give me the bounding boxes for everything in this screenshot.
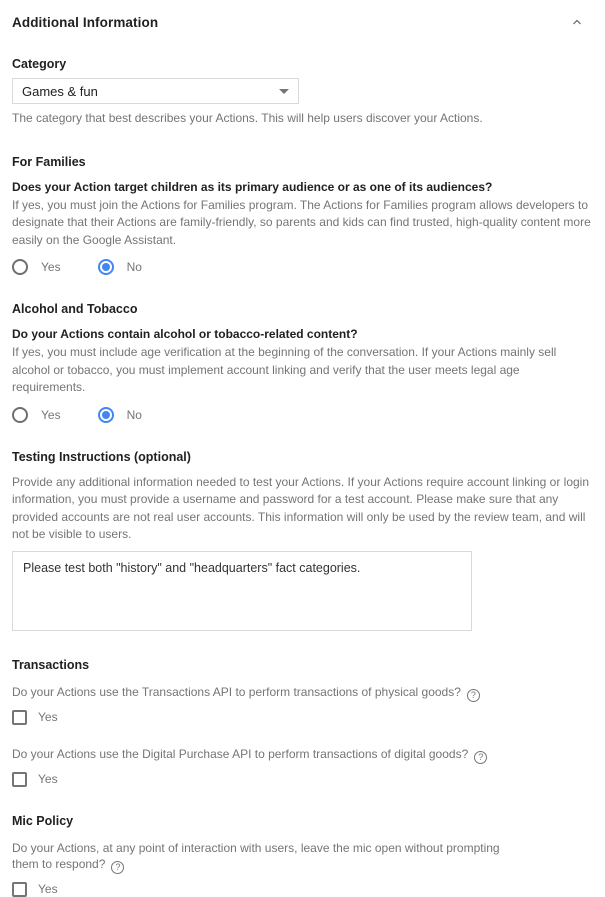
category-field xyxy=(12,57,593,128)
for-families-yes-radio[interactable] xyxy=(12,259,61,275)
radio-selected-icon xyxy=(98,407,114,423)
radio-option-label: Yes xyxy=(41,407,61,422)
alcohol-tobacco-helper-text: If yes, you must include age verification at the beginning of the conversation. If your Actions mainly sell alcohol or tobacco, you must implement account linking and verify that the user meets legal age requirements. xyxy=(12,345,557,394)
alcohol-tobacco-yes-radio[interactable] xyxy=(12,407,61,423)
alcohol-tobacco-section xyxy=(12,302,593,423)
checkbox-unchecked-icon[interactable] xyxy=(12,710,27,725)
for-families-section xyxy=(12,155,593,276)
transactions-title: Transactions xyxy=(12,657,90,672)
dropdown-arrow-icon xyxy=(279,89,289,94)
category-select[interactable] xyxy=(12,78,299,104)
transactions-digital-question: Do your Actions use the Digital Purchase API to perform transactions of digital goods?? xyxy=(12,746,593,764)
testing-instructions-helper-text: Provide any additional information needed to test your Actions. If your Actions require account linking or login information, you must provide a username and password for a test account. Please make sure that any provided accounts are not real user accounts. This information will only be used by the review team, and will not be visible to users. xyxy=(12,474,590,541)
testing-instructions-input[interactable] xyxy=(12,551,472,631)
radio-option-label: No xyxy=(126,407,142,422)
category-selected-value: Games & fun xyxy=(22,83,98,99)
mic-policy-question: Do your Actions, at any point of interaction with users, leave the mic open without prompting them to respond?? xyxy=(12,840,514,874)
mic-policy-section xyxy=(12,814,593,897)
checkbox-label: Yes xyxy=(38,710,58,724)
alcohol-tobacco-radio-group xyxy=(12,407,593,423)
transactions-physical-checkbox-row[interactable] xyxy=(12,710,593,725)
collapse-section-button[interactable] xyxy=(569,15,585,29)
help-icon[interactable] xyxy=(111,861,124,874)
mic-policy-checkbox-row[interactable] xyxy=(12,882,593,897)
for-families-radio-group xyxy=(12,259,593,275)
transactions-section xyxy=(12,658,593,787)
testing-instructions-title: Testing Instructions (optional) xyxy=(12,449,191,464)
for-families-title: For Families xyxy=(12,154,86,169)
checkbox-label: Yes xyxy=(38,882,58,896)
checkbox-unchecked-icon[interactable] xyxy=(12,882,27,897)
radio-option-label: No xyxy=(126,260,142,274)
for-families-helper-text: If yes, you must join the Actions for Families program. The Actions for Families program allows developers to designate that their Actions are family-friendly, so parents and kids can find trusted, high-quality content more easily on the Google Assistant. xyxy=(12,197,591,247)
category-label: Category xyxy=(12,57,67,71)
alcohol-tobacco-no-radio[interactable] xyxy=(98,407,142,423)
checkbox-unchecked-icon[interactable] xyxy=(12,772,27,787)
testing-instructions-section xyxy=(12,450,593,631)
transactions-physical-question: Do your Actions use the Transactions API to perform transactions of physical goods?? xyxy=(12,684,593,702)
category-helper-text: The category that best describes your Actions. This will help users discover your Actions. xyxy=(12,111,483,125)
panel-header xyxy=(12,15,593,30)
panel-title: Additional Information xyxy=(12,15,159,30)
checkbox-label: Yes xyxy=(38,772,58,786)
mic-policy-title: Mic Policy xyxy=(12,813,74,828)
help-icon[interactable] xyxy=(474,751,487,764)
help-icon[interactable] xyxy=(467,689,480,702)
radio-selected-icon xyxy=(98,259,114,275)
for-families-question: Does your Action target children as its primary audience or as one of its audiences? xyxy=(12,179,493,194)
radio-unselected-icon xyxy=(12,259,28,275)
chevron-up-icon xyxy=(571,17,583,27)
radio-unselected-icon xyxy=(12,407,28,423)
alcohol-tobacco-title: Alcohol and Tobacco xyxy=(12,302,138,316)
transactions-digital-checkbox-row[interactable] xyxy=(12,772,593,787)
radio-option-label: Yes xyxy=(41,260,61,274)
for-families-no-radio[interactable] xyxy=(98,259,142,275)
alcohol-tobacco-question: Do your Actions contain alcohol or tobacco-related content? xyxy=(12,327,358,341)
